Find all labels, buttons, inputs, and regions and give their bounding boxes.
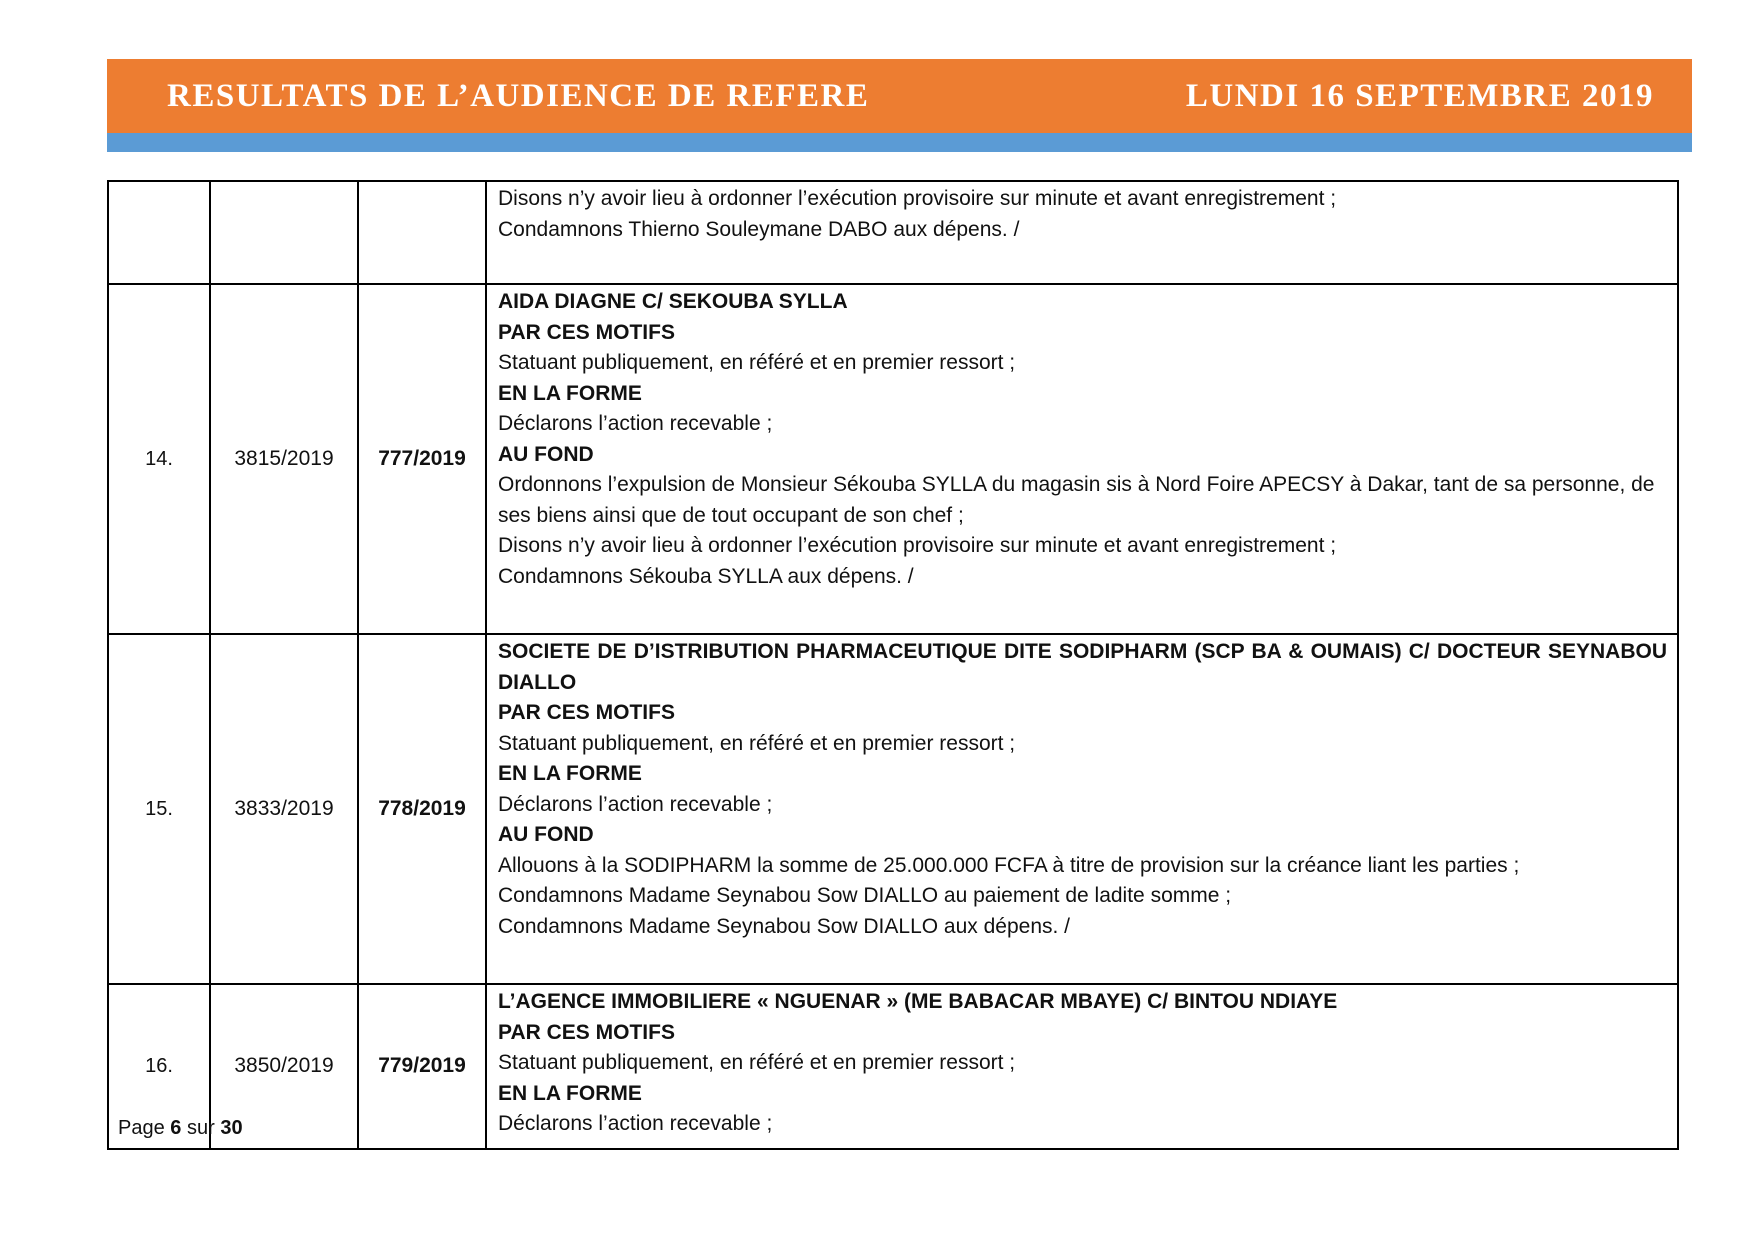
ruling-line: Condamnons Madame Seynabou Sow DIALLO au paiement de ladite somme ; [498,884,1232,907]
section-heading: EN LA FORME [498,762,642,785]
section-heading: PAR CES MOTIFS [498,1020,675,1044]
page-footer [118,1117,243,1140]
ruling-line: Déclarons l’action recevable ; [498,792,773,816]
ruling-line: Disons n’y avoir lieu à ordonner l’exécution provisoire sur minute et avant enregistrement ; [498,534,1337,557]
section-heading: PAR CES MOTIFS [498,320,675,344]
section-heading: PAR CES MOTIFS [498,701,675,724]
case-number: 15. [108,634,210,984]
ruling-text [486,284,1678,634]
section-heading: AU FOND [498,823,594,846]
ruling-line: Disons n’y avoir lieu à ordonner l’exécution provisoire sur minute et avant enregistrement ; [498,187,1337,210]
table-row [108,181,1678,284]
header-date: LUNDI 16 SEPTEMBRE 2019 [1185,77,1654,114]
header-strip [107,133,1692,152]
ruling-line: Allouons à la SODIPHARM la somme de 25.000.000 FCFA à titre de provision sur la créance liant les parties ; [498,853,1520,877]
rg-number [210,181,358,284]
case-number: 14. [108,284,210,634]
case-parties: L’AGENCE IMMOBILIERE « NGUENAR » (ME BABACAR MBAYE) C/ BINTOU NDIAYE [498,990,1338,1013]
ruling-line: Ordonnons l’expulsion de Monsieur Sékouba SYLLA du magasin sis à Nord Foire APECSY à Dakar, tant de sa personne, de ses biens ainsi que de tout occupant de son chef ; [498,473,1655,527]
current-page: 6 [170,1117,182,1139]
total-pages: 30 [220,1117,243,1139]
section-heading: EN LA FORME [498,381,642,405]
ruling-line: Déclarons l’action recevable ; [498,412,773,435]
section-heading: AU FOND [498,442,594,466]
ruling-text [486,634,1678,984]
header-banner [107,59,1692,133]
rg-number: 3815/2019 [210,284,358,634]
footer-separator: sur [186,1117,215,1139]
header-title: RESULTATS DE L’AUDIENCE DE REFERE [167,77,870,114]
case-number [108,181,210,284]
ruling-line: Déclarons l’action recevable ; [498,1112,773,1135]
decision-number: 779/2019 [358,984,486,1149]
table-row [108,984,1678,1149]
decision-number: 778/2019 [358,634,486,984]
ruling-line: Condamnons Thierno Souleymane DABO aux dépens. / [498,217,1020,241]
rg-number: 3850/2019 [210,984,358,1149]
footer-prefix: Page [118,1117,165,1139]
case-number: 16. [108,984,210,1149]
case-parties: AIDA DIAGNE C/ SEKOUBA SYLLA [498,290,848,313]
table-row [108,634,1678,984]
ruling-text [486,984,1678,1149]
table-row [108,284,1678,634]
ruling-line: Condamnons Madame Seynabou Sow DIALLO aux dépens. / [498,914,1071,938]
case-parties: SOCIETE DE D’ISTRIBUTION PHARMACEUTIQUE DITE SODIPHARM (SCP BA & OUMAIS) C/ DOCTEUR SEYNABOU DIALLO [498,640,1667,694]
decision-number [358,181,486,284]
ruling-line: Statuant publiquement, en référé et en premier ressort ; [498,351,1016,374]
ruling-line: Condamnons Sékouba SYLLA aux dépens. / [498,564,914,588]
section-heading: EN LA FORME [498,1081,642,1105]
ruling-line: Statuant publiquement, en référé et en premier ressort ; [498,1051,1016,1074]
ruling-line: Statuant publiquement, en référé et en premier ressort ; [498,731,1016,755]
ruling-text [486,181,1678,284]
rg-number: 3833/2019 [210,634,358,984]
results-table [107,180,1679,1150]
decision-number: 777/2019 [358,284,486,634]
